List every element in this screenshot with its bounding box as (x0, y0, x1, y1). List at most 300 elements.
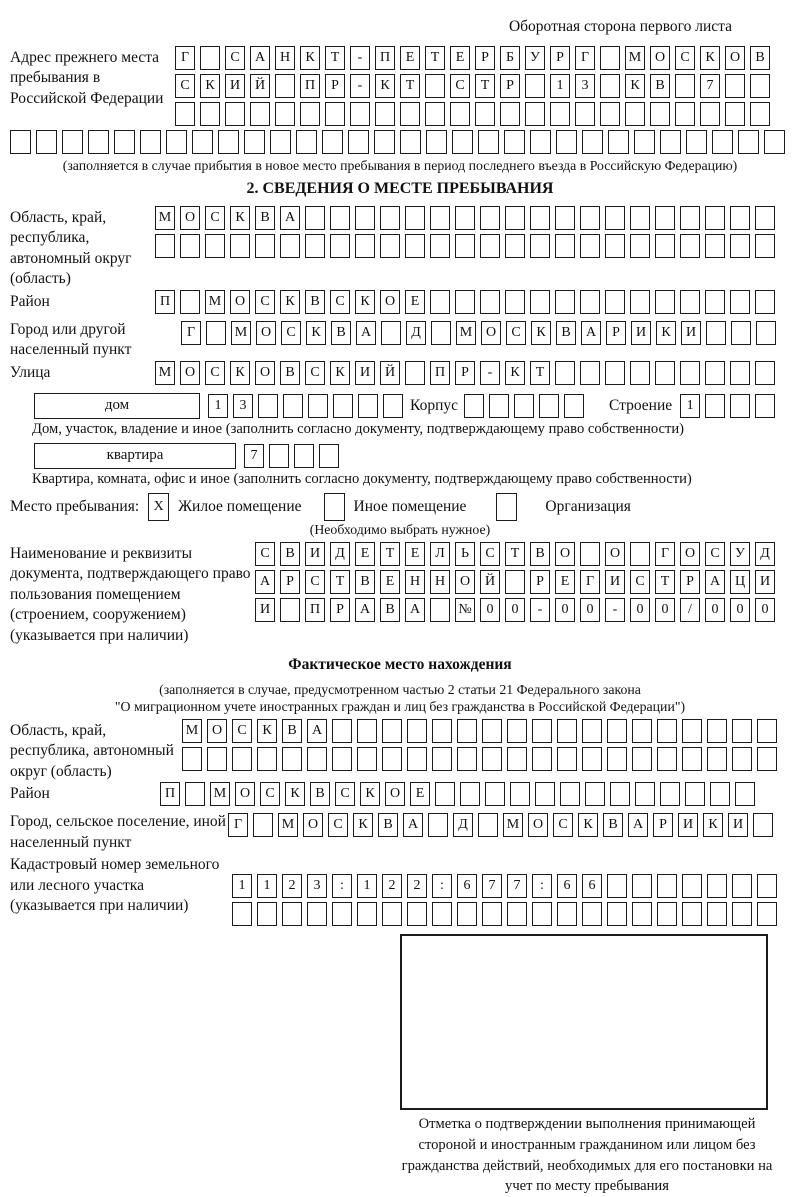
char-cell[interactable] (600, 46, 620, 70)
char-cell[interactable]: А (581, 321, 601, 345)
char-cell[interactable]: С (705, 542, 725, 566)
char-cell[interactable]: Р (530, 570, 550, 594)
char-cell[interactable] (332, 719, 352, 743)
char-cell[interactable] (430, 206, 450, 230)
char-cell[interactable]: 0 (555, 598, 575, 622)
char-cell[interactable] (425, 74, 445, 98)
char-cell[interactable]: А (250, 46, 270, 70)
char-cell[interactable]: О (230, 290, 250, 314)
char-cell[interactable] (400, 102, 420, 126)
char-cell[interactable] (730, 234, 750, 258)
char-cell[interactable]: К (703, 813, 723, 837)
char-cell[interactable] (357, 719, 377, 743)
char-cell[interactable] (355, 206, 375, 230)
char-cell[interactable] (200, 102, 220, 126)
char-cell[interactable] (457, 747, 477, 771)
char-cell[interactable]: П (305, 598, 325, 622)
char-cell[interactable] (332, 902, 352, 926)
char-cell[interactable]: Е (450, 46, 470, 70)
char-cell[interactable]: Р (606, 321, 626, 345)
char-cell[interactable]: Ь (455, 542, 475, 566)
char-cell[interactable]: В (282, 719, 302, 743)
char-cell[interactable] (426, 130, 447, 154)
char-cell[interactable]: С (553, 813, 573, 837)
char-cell[interactable]: В (355, 570, 375, 594)
char-cell[interactable]: А (355, 598, 375, 622)
char-cell[interactable] (275, 102, 295, 126)
char-cell[interactable]: К (531, 321, 551, 345)
char-cell[interactable] (764, 130, 785, 154)
char-cell[interactable] (218, 130, 239, 154)
char-cell[interactable] (322, 130, 343, 154)
char-cell[interactable] (705, 394, 725, 418)
char-cell[interactable] (585, 782, 605, 806)
char-cell[interactable] (257, 747, 277, 771)
char-cell[interactable] (600, 74, 620, 98)
char-cell[interactable] (505, 234, 525, 258)
char-cell[interactable]: - (350, 74, 370, 98)
char-cell[interactable]: Т (325, 46, 345, 70)
char-cell[interactable] (180, 290, 200, 314)
char-cell[interactable] (707, 747, 727, 771)
char-cell[interactable]: Г (228, 813, 248, 837)
char-cell[interactable]: Е (400, 46, 420, 70)
char-cell[interactable] (375, 102, 395, 126)
char-cell[interactable]: В (750, 46, 770, 70)
char-cell[interactable] (657, 719, 677, 743)
char-cell[interactable] (380, 206, 400, 230)
char-cell[interactable]: В (378, 813, 398, 837)
char-cell[interactable]: Г (181, 321, 201, 345)
char-cell[interactable]: Т (655, 570, 675, 594)
char-cell[interactable] (407, 747, 427, 771)
char-cell[interactable]: 1 (208, 394, 228, 418)
char-cell[interactable] (757, 747, 777, 771)
char-cell[interactable]: 7 (700, 74, 720, 98)
char-cell[interactable] (686, 130, 707, 154)
char-cell[interactable] (478, 130, 499, 154)
char-cell[interactable]: К (306, 321, 326, 345)
char-cell[interactable]: К (656, 321, 676, 345)
char-cell[interactable] (485, 782, 505, 806)
char-cell[interactable] (232, 902, 252, 926)
char-cell[interactable] (530, 206, 550, 230)
char-cell[interactable] (539, 394, 559, 418)
char-cell[interactable] (432, 902, 452, 926)
char-cell[interactable]: К (230, 206, 250, 230)
char-cell[interactable] (750, 74, 770, 98)
char-cell[interactable] (608, 130, 629, 154)
char-cell[interactable]: С (450, 74, 470, 98)
char-cell[interactable] (357, 902, 377, 926)
char-cell[interactable]: Т (475, 74, 495, 98)
char-cell[interactable] (582, 719, 602, 743)
char-cell[interactable]: - (350, 46, 370, 70)
char-cell[interactable]: О (725, 46, 745, 70)
char-cell[interactable] (282, 747, 302, 771)
char-cell[interactable] (557, 902, 577, 926)
char-cell[interactable] (457, 902, 477, 926)
char-cell[interactable]: Т (530, 361, 550, 385)
char-cell[interactable] (564, 394, 584, 418)
char-cell[interactable] (610, 782, 630, 806)
char-cell[interactable]: 1 (257, 874, 277, 898)
char-cell[interactable]: Т (425, 46, 445, 70)
char-cell[interactable] (381, 321, 401, 345)
char-cell[interactable]: Д (406, 321, 426, 345)
char-cell[interactable]: Й (250, 74, 270, 98)
char-cell[interactable] (730, 206, 750, 230)
char-cell[interactable] (225, 102, 245, 126)
char-cell[interactable]: Р (280, 570, 300, 594)
char-cell[interactable]: М (155, 206, 175, 230)
char-cell[interactable]: 0 (705, 598, 725, 622)
char-cell[interactable]: 3 (233, 394, 253, 418)
char-cell[interactable] (707, 874, 727, 898)
char-cell[interactable]: О (180, 206, 200, 230)
char-cell[interactable] (705, 290, 725, 314)
char-cell[interactable]: С (305, 361, 325, 385)
char-cell[interactable] (482, 902, 502, 926)
char-cell[interactable] (425, 102, 445, 126)
char-cell[interactable] (657, 874, 677, 898)
char-cell[interactable] (155, 234, 175, 258)
char-cell[interactable] (607, 874, 627, 898)
char-cell[interactable]: А (403, 813, 423, 837)
char-cell[interactable] (582, 130, 603, 154)
char-cell[interactable] (582, 747, 602, 771)
char-cell[interactable] (730, 394, 750, 418)
char-cell[interactable] (482, 719, 502, 743)
char-cell[interactable] (532, 902, 552, 926)
char-cell[interactable]: А (628, 813, 648, 837)
char-cell[interactable] (750, 102, 770, 126)
char-cell[interactable] (707, 902, 727, 926)
char-cell[interactable]: О (380, 290, 400, 314)
char-cell[interactable]: О (180, 361, 200, 385)
char-cell[interactable]: В (280, 361, 300, 385)
char-cell[interactable] (270, 130, 291, 154)
char-cell[interactable]: В (280, 542, 300, 566)
checkbox-inoe[interactable] (324, 493, 345, 521)
char-cell[interactable]: В (380, 598, 400, 622)
char-cell[interactable] (207, 747, 227, 771)
char-cell[interactable] (705, 361, 725, 385)
char-cell[interactable] (407, 902, 427, 926)
char-cell[interactable] (478, 813, 498, 837)
char-cell[interactable] (180, 234, 200, 258)
char-cell[interactable] (555, 290, 575, 314)
char-cell[interactable]: К (200, 74, 220, 98)
char-cell[interactable] (307, 902, 327, 926)
char-cell[interactable]: К (578, 813, 598, 837)
char-cell[interactable] (507, 719, 527, 743)
char-cell[interactable]: 7 (244, 444, 264, 468)
char-cell[interactable] (755, 361, 775, 385)
char-cell[interactable]: С (335, 782, 355, 806)
char-cell[interactable]: О (235, 782, 255, 806)
char-cell[interactable]: К (700, 46, 720, 70)
char-cell[interactable] (307, 747, 327, 771)
char-cell[interactable]: К (505, 361, 525, 385)
char-cell[interactable]: М (503, 813, 523, 837)
char-cell[interactable] (580, 542, 600, 566)
char-cell[interactable] (382, 747, 402, 771)
char-cell[interactable]: К (280, 290, 300, 314)
char-cell[interactable]: Б (500, 46, 520, 70)
char-cell[interactable] (325, 102, 345, 126)
char-cell[interactable]: Л (430, 542, 450, 566)
char-cell[interactable]: А (280, 206, 300, 230)
char-cell[interactable] (308, 394, 328, 418)
char-cell[interactable] (305, 206, 325, 230)
char-cell[interactable] (525, 74, 545, 98)
char-cell[interactable]: С (328, 813, 348, 837)
char-cell[interactable]: Р (653, 813, 673, 837)
char-cell[interactable] (757, 902, 777, 926)
char-cell[interactable]: К (355, 290, 375, 314)
char-cell[interactable]: : (332, 874, 352, 898)
char-cell[interactable] (405, 361, 425, 385)
char-cell[interactable]: О (303, 813, 323, 837)
char-cell[interactable]: Н (405, 570, 425, 594)
char-cell[interactable]: Р (455, 361, 475, 385)
char-cell[interactable] (605, 290, 625, 314)
char-cell[interactable] (88, 130, 109, 154)
char-cell[interactable] (305, 234, 325, 258)
char-cell[interactable] (374, 130, 395, 154)
char-cell[interactable]: Й (480, 570, 500, 594)
char-cell[interactable]: Е (380, 570, 400, 594)
char-cell[interactable] (630, 206, 650, 230)
char-cell[interactable]: Г (575, 46, 595, 70)
char-cell[interactable]: О (481, 321, 501, 345)
char-cell[interactable]: В (255, 206, 275, 230)
char-cell[interactable]: О (555, 542, 575, 566)
char-cell[interactable]: И (681, 321, 701, 345)
char-cell[interactable]: П (160, 782, 180, 806)
char-cell[interactable] (607, 902, 627, 926)
char-cell[interactable] (755, 290, 775, 314)
char-cell[interactable] (605, 234, 625, 258)
char-cell[interactable]: П (155, 290, 175, 314)
char-cell[interactable] (382, 902, 402, 926)
char-cell[interactable] (675, 102, 695, 126)
char-cell[interactable]: И (728, 813, 748, 837)
char-cell[interactable] (482, 747, 502, 771)
char-cell[interactable] (455, 206, 475, 230)
char-cell[interactable] (507, 902, 527, 926)
char-cell[interactable] (655, 234, 675, 258)
char-cell[interactable]: С (205, 206, 225, 230)
char-cell[interactable]: 3 (575, 74, 595, 98)
char-cell[interactable]: 0 (755, 598, 775, 622)
char-cell[interactable] (450, 102, 470, 126)
char-cell[interactable]: О (385, 782, 405, 806)
char-cell[interactable]: Г (580, 570, 600, 594)
char-cell[interactable]: О (650, 46, 670, 70)
char-cell[interactable]: И (678, 813, 698, 837)
char-cell[interactable]: У (525, 46, 545, 70)
char-cell[interactable]: 1 (680, 394, 700, 418)
char-cell[interactable]: - (480, 361, 500, 385)
char-cell[interactable]: 6 (557, 874, 577, 898)
char-cell[interactable]: 1 (550, 74, 570, 98)
char-cell[interactable]: К (375, 74, 395, 98)
char-cell[interactable] (735, 782, 755, 806)
char-cell[interactable] (755, 206, 775, 230)
char-cell[interactable]: К (257, 719, 277, 743)
char-cell[interactable]: А (705, 570, 725, 594)
char-cell[interactable] (700, 102, 720, 126)
char-cell[interactable]: Т (505, 542, 525, 566)
char-cell[interactable] (732, 747, 752, 771)
char-cell[interactable]: : (432, 874, 452, 898)
char-cell[interactable]: К (300, 46, 320, 70)
char-cell[interactable]: И (605, 570, 625, 594)
char-cell[interactable] (405, 206, 425, 230)
char-cell[interactable]: 3 (307, 874, 327, 898)
char-cell[interactable]: О (255, 361, 275, 385)
char-cell[interactable]: - (530, 598, 550, 622)
char-cell[interactable]: Е (410, 782, 430, 806)
char-cell[interactable] (358, 394, 378, 418)
char-cell[interactable] (36, 130, 57, 154)
char-cell[interactable]: С (675, 46, 695, 70)
char-cell[interactable]: 0 (655, 598, 675, 622)
char-cell[interactable] (732, 902, 752, 926)
char-cell[interactable]: К (330, 361, 350, 385)
char-cell[interactable] (230, 234, 250, 258)
char-cell[interactable]: С (205, 361, 225, 385)
char-cell[interactable] (432, 719, 452, 743)
char-cell[interactable]: О (455, 570, 475, 594)
char-cell[interactable]: № (455, 598, 475, 622)
char-cell[interactable]: М (205, 290, 225, 314)
char-cell[interactable] (535, 782, 555, 806)
char-cell[interactable] (255, 234, 275, 258)
char-cell[interactable]: 1 (232, 874, 252, 898)
char-cell[interactable] (707, 719, 727, 743)
char-cell[interactable] (555, 234, 575, 258)
char-cell[interactable] (185, 782, 205, 806)
char-cell[interactable]: О (207, 719, 227, 743)
char-cell[interactable] (428, 813, 448, 837)
char-cell[interactable]: И (305, 542, 325, 566)
char-cell[interactable] (757, 719, 777, 743)
char-cell[interactable] (532, 719, 552, 743)
checkbox-zhiloe[interactable]: X (148, 493, 169, 521)
char-cell[interactable] (730, 361, 750, 385)
char-cell[interactable] (294, 444, 314, 468)
char-cell[interactable] (725, 74, 745, 98)
checkbox-organizatsiya[interactable] (496, 493, 517, 521)
char-cell[interactable]: С (281, 321, 301, 345)
char-cell[interactable] (505, 206, 525, 230)
char-cell[interactable] (300, 102, 320, 126)
char-cell[interactable] (514, 394, 534, 418)
char-cell[interactable] (682, 874, 702, 898)
char-cell[interactable] (244, 130, 265, 154)
char-cell[interactable]: 2 (407, 874, 427, 898)
char-cell[interactable]: Т (400, 74, 420, 98)
char-cell[interactable] (600, 102, 620, 126)
char-cell[interactable] (705, 206, 725, 230)
char-cell[interactable]: Н (430, 570, 450, 594)
char-cell[interactable]: В (530, 542, 550, 566)
char-cell[interactable]: А (307, 719, 327, 743)
char-cell[interactable]: 0 (730, 598, 750, 622)
char-cell[interactable] (630, 234, 650, 258)
char-cell[interactable]: 6 (582, 874, 602, 898)
char-cell[interactable] (550, 102, 570, 126)
char-cell[interactable]: М (210, 782, 230, 806)
char-cell[interactable] (507, 747, 527, 771)
char-cell[interactable] (510, 782, 530, 806)
char-cell[interactable] (330, 234, 350, 258)
char-cell[interactable]: П (375, 46, 395, 70)
char-cell[interactable] (675, 74, 695, 98)
char-cell[interactable]: М (456, 321, 476, 345)
char-cell[interactable] (475, 102, 495, 126)
char-cell[interactable] (755, 234, 775, 258)
char-cell[interactable] (630, 542, 650, 566)
char-cell[interactable] (530, 290, 550, 314)
char-cell[interactable] (457, 719, 477, 743)
char-cell[interactable]: Р (550, 46, 570, 70)
char-cell[interactable] (682, 902, 702, 926)
char-cell[interactable] (283, 394, 303, 418)
char-cell[interactable]: 6 (457, 874, 477, 898)
char-cell[interactable]: 1 (357, 874, 377, 898)
char-cell[interactable]: 0 (630, 598, 650, 622)
char-cell[interactable] (383, 394, 403, 418)
char-cell[interactable] (557, 719, 577, 743)
char-cell[interactable] (630, 361, 650, 385)
char-cell[interactable]: - (605, 598, 625, 622)
char-cell[interactable] (380, 234, 400, 258)
char-cell[interactable]: В (556, 321, 576, 345)
char-cell[interactable] (455, 234, 475, 258)
char-cell[interactable] (489, 394, 509, 418)
char-cell[interactable]: В (603, 813, 623, 837)
char-cell[interactable] (560, 782, 580, 806)
char-cell[interactable]: Д (453, 813, 473, 837)
char-cell[interactable] (738, 130, 759, 154)
char-cell[interactable]: Е (355, 542, 375, 566)
char-cell[interactable] (731, 321, 751, 345)
char-cell[interactable] (407, 719, 427, 743)
char-cell[interactable] (682, 747, 702, 771)
char-cell[interactable] (655, 290, 675, 314)
char-cell[interactable] (712, 130, 733, 154)
char-cell[interactable]: 2 (282, 874, 302, 898)
char-cell[interactable]: О (256, 321, 276, 345)
char-cell[interactable] (333, 394, 353, 418)
char-cell[interactable] (605, 206, 625, 230)
char-cell[interactable]: А (405, 598, 425, 622)
char-cell[interactable] (555, 361, 575, 385)
char-cell[interactable] (355, 234, 375, 258)
char-cell[interactable]: К (625, 74, 645, 98)
char-cell[interactable]: С (305, 570, 325, 594)
char-cell[interactable] (182, 747, 202, 771)
char-cell[interactable] (140, 130, 161, 154)
char-cell[interactable] (657, 902, 677, 926)
char-cell[interactable]: Ц (730, 570, 750, 594)
char-cell[interactable] (405, 234, 425, 258)
char-cell[interactable]: 0 (505, 598, 525, 622)
